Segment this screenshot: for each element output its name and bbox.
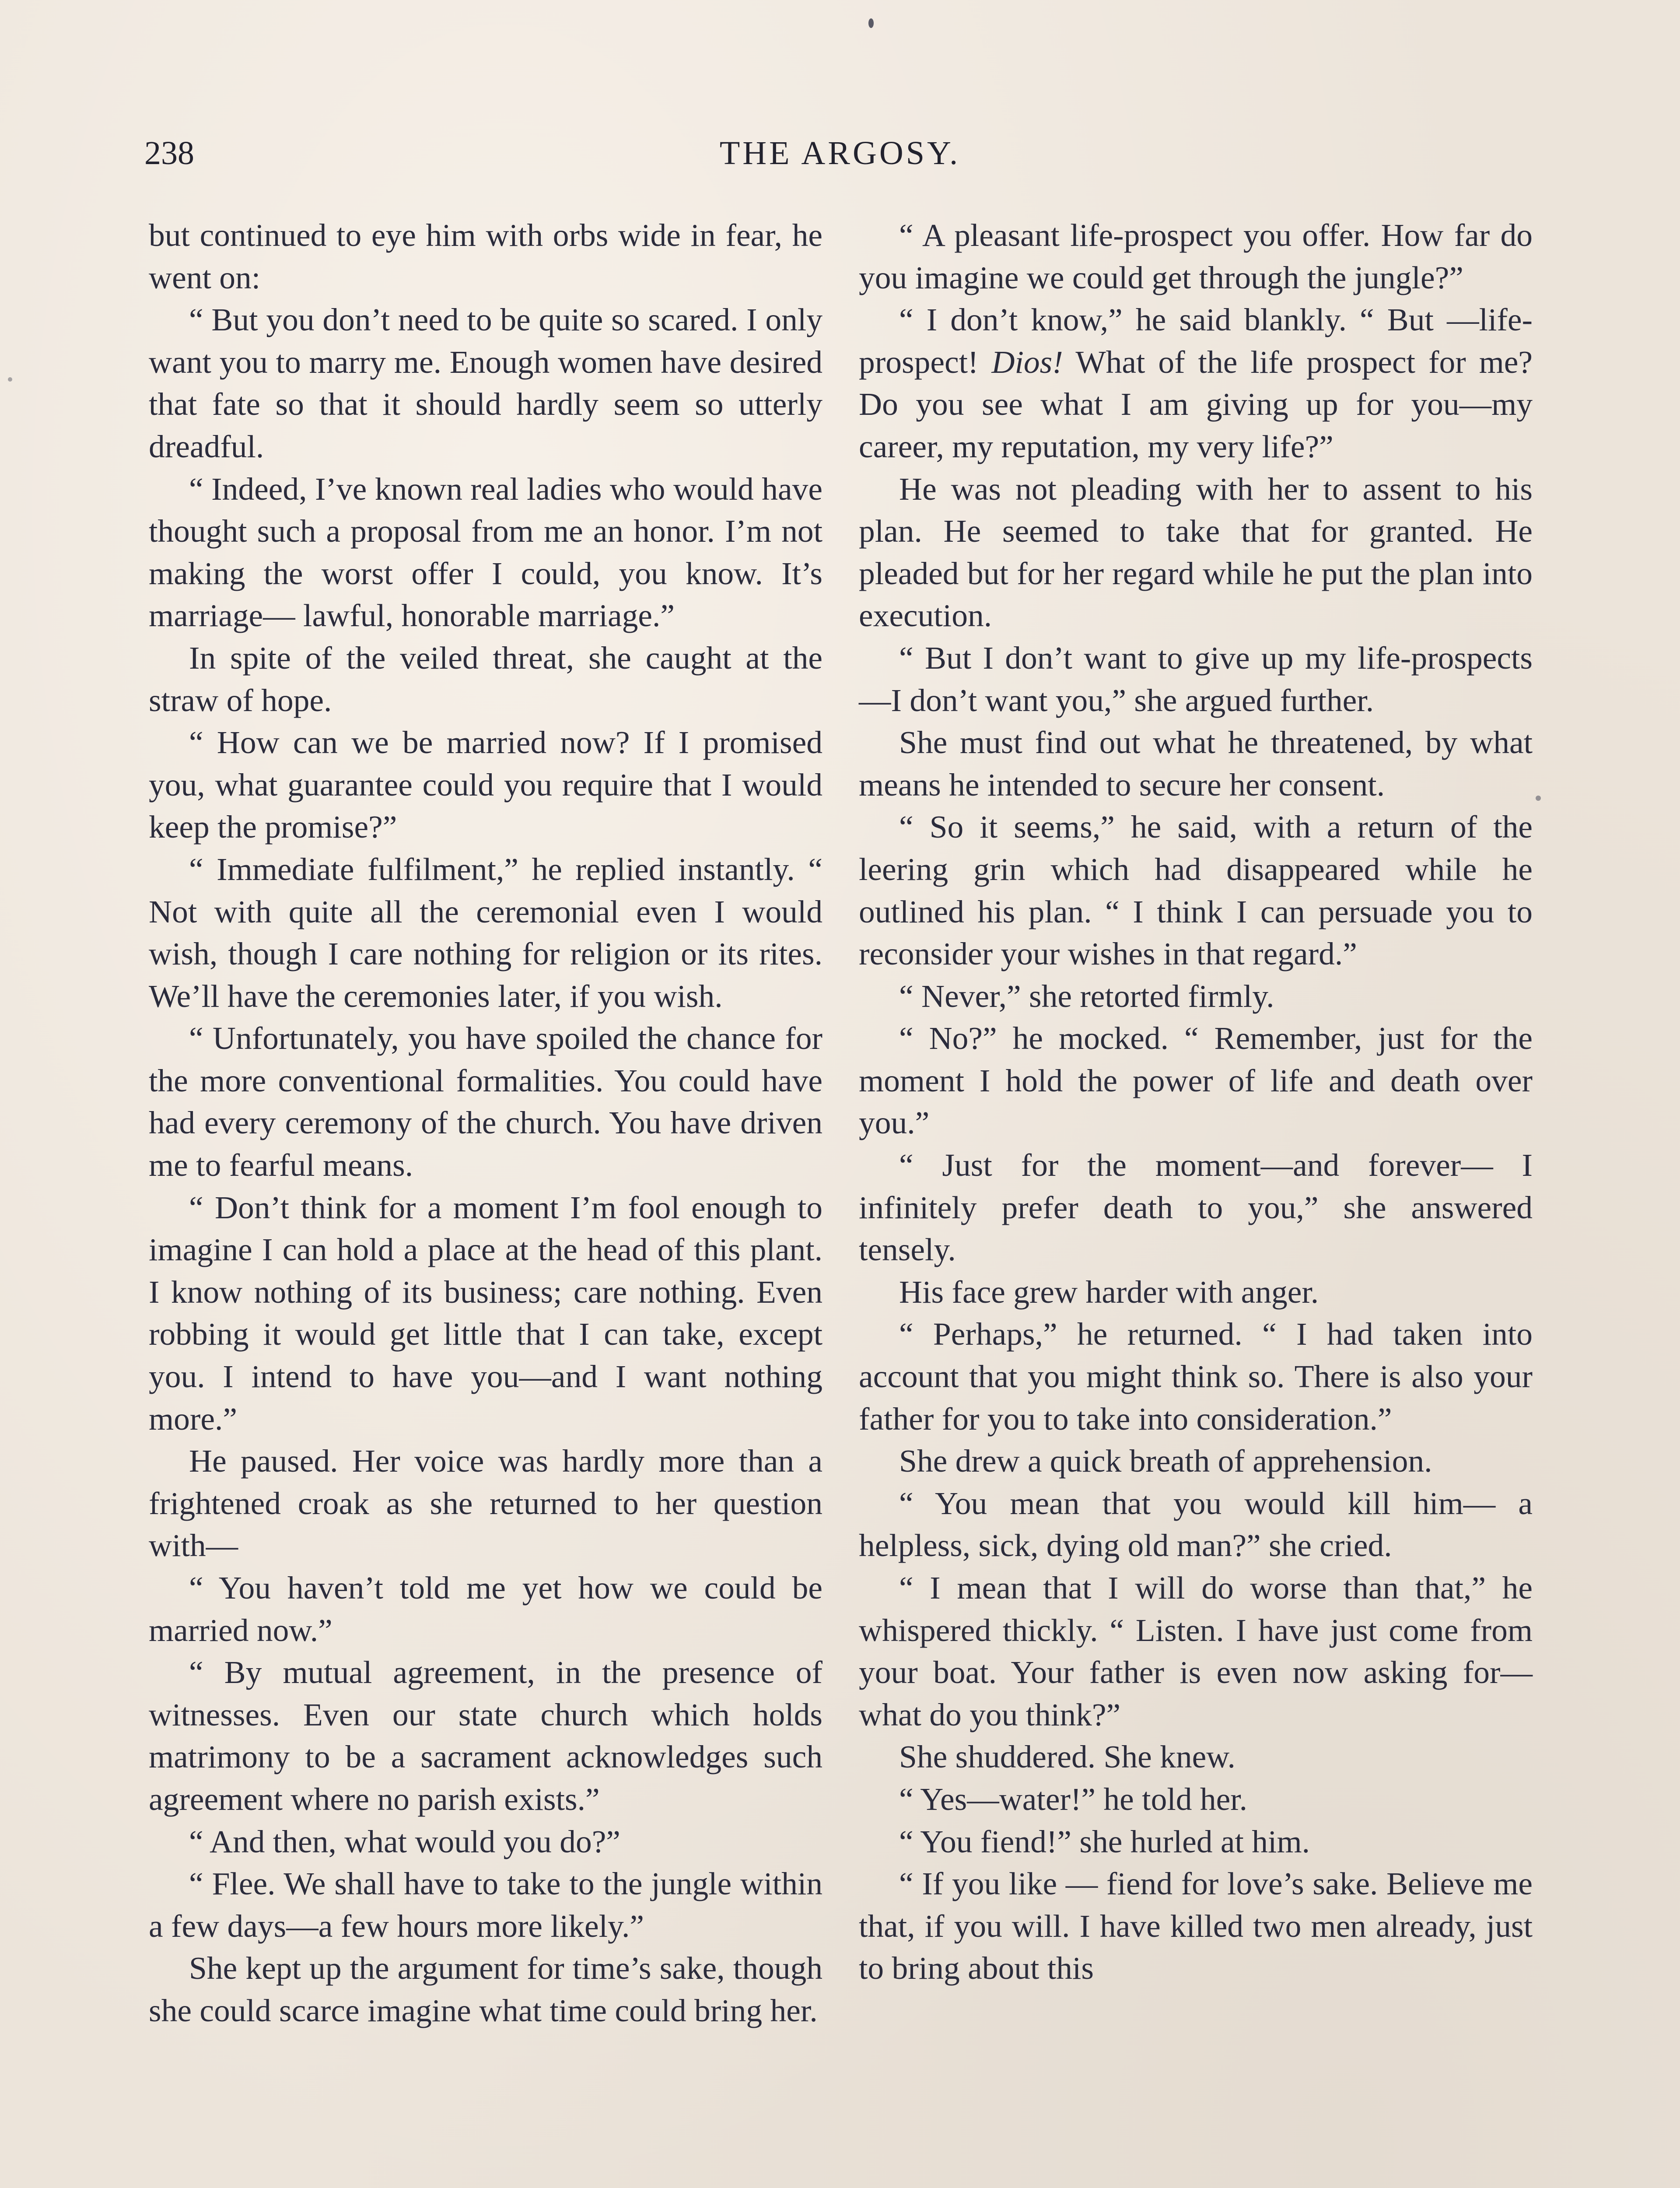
print-speck [1536, 796, 1541, 801]
paragraph-text: “ You mean that you would kill him— a helpless, sick, dying old man?” she cried. [859, 1485, 1533, 1564]
paragraph-text: “ Just for the moment—and forever— I infinitely prefer death to you,” she answered tensely. [859, 1147, 1533, 1268]
paragraph-text: “ If you like — fiend for love’s sake. Believe me that, if you will. I have killed two men already, just to bring about this [859, 1866, 1533, 1986]
paragraph-text: “ Flee. We shall have to take to the jungle within a few days—a few hours more likely.” [149, 1866, 822, 1944]
paragraph [149, 1863, 822, 1947]
paragraph [859, 1778, 1533, 1821]
paragraph [149, 1017, 822, 1186]
print-speck [868, 18, 874, 28]
running-head [144, 131, 1536, 179]
paragraph-text: He paused. Her voice was hardly more than a frightened croak as she returned to her question with— [149, 1443, 822, 1564]
paragraph [149, 722, 822, 849]
italic-word: Dios! [991, 344, 1063, 380]
paragraph-text: “ Indeed, I’ve known real ladies who would have thought such a proposal from me an honor. I’m not making the worst offer I could, you know. It’s marriage— lawful, honorable marriage.” [149, 471, 822, 634]
paragraph-text: She drew a quick breath of apprehension. [899, 1443, 1432, 1479]
paragraph-text: “ You haven’t told me yet how we could be married now.” [149, 1570, 822, 1648]
page-number: 238 [144, 135, 194, 172]
paragraph-text: “ But I don’t want to give up my life-prospects—I don’t want you,” she argued further. [859, 640, 1533, 718]
paragraph-text: “ A pleasant life-prospect you offer. How far do you imagine we could get through the jungle?” [859, 217, 1533, 295]
paragraph-text: “ And then, what would you do?” [189, 1823, 620, 1859]
paragraph [859, 1440, 1533, 1483]
paragraph-text: “ But you don’t need to be quite so scared. I only want you to marry me. Enough women have desired that fate so that it should hardly seem so utterly dreadful. [149, 302, 822, 464]
paragraph-text: “ Don’t think for a moment I’m fool enough to imagine I can hold a place at the head of this plant. I know nothing of its business; care nothing. Even robbing it would get little that I can take, except you. I intend to have you—and I want nothing more.” [149, 1189, 822, 1437]
paragraph-text: “ I mean that I will do worse than that,” he whispered thickly. “ Listen. I have just come from your boat. Your father is even now asking for—what do you think?” [859, 1570, 1533, 1732]
paragraph-text: She must find out what he threatened, by what means he intended to secure her consent. [859, 725, 1533, 803]
paragraph [859, 299, 1533, 468]
paragraph-text: but continued to eye him with orbs wide in fear, he went on: [149, 217, 822, 295]
journal-title: THE ARGOSY. [719, 135, 961, 172]
paragraph [859, 1313, 1533, 1440]
paragraph-text: He was not pleading with her to assent to his plan. He seemed to take that for granted. He pleaded but for her regard while he put the plan into execution. [859, 471, 1533, 634]
paragraph-text: “ Unfortunately, you have spoiled the chance for the more conventional formalities. You could have had every ceremony of the church. You have driven me to fearful means. [149, 1020, 822, 1183]
paragraph [149, 1652, 822, 1820]
paragraph [859, 1271, 1533, 1314]
paragraph [149, 637, 822, 722]
paragraph [149, 1821, 822, 1863]
paragraph-text: “ Immediate fulfilment,” he replied instantly. “ Not with quite all the ceremonial even I would wish, though I care nothing for religion or its rites. We’ll have the ceremonies later, if you wish. [149, 851, 822, 1014]
paragraph [859, 468, 1533, 637]
text-column-left [149, 214, 822, 2032]
paragraph-text: “ Yes—water!” he told her. [899, 1781, 1248, 1817]
paragraph [859, 806, 1533, 975]
paragraph-text: “ Perhaps,” he returned. “ I had taken into account that you might think so. There is also your father for you to take into consideration.” [859, 1316, 1533, 1437]
paragraph-text: “ By mutual agreement, in the presence of witnesses. Even our state church which holds matrimony to be a sacrament acknowledges such agreement where no parish exists.” [149, 1655, 822, 1817]
paragraph [859, 1821, 1533, 1863]
paragraph-text: “ Never,” she retorted firmly. [899, 978, 1274, 1014]
paragraph-text: “ No?” he mocked. “ Remember, just for the moment I hold the power of life and death over you.” [859, 1020, 1533, 1141]
print-speck [8, 377, 12, 382]
paragraph [859, 1144, 1533, 1271]
paragraph [149, 849, 822, 1017]
paragraph [149, 299, 822, 468]
paragraph-text: “ How can we be married now? If I promised you, what guarantee could you require that I would keep the promise?” [149, 725, 822, 845]
paragraph [859, 1483, 1533, 1567]
paragraph-text: She kept up the argument for time’s sake, though she could scarce imagine what time could bring her. [149, 1950, 822, 2028]
paragraph [149, 468, 822, 637]
paragraph [859, 975, 1533, 1018]
paragraph [859, 214, 1533, 299]
paragraph [149, 1947, 822, 2032]
paragraph-text: His face grew harder with anger. [899, 1274, 1319, 1310]
paragraph-text: “ I don’t know,” he said blankly. “ But —life-prospect! [859, 302, 1533, 380]
paragraph [859, 1863, 1533, 1990]
text-column-right [859, 214, 1533, 1990]
paragraph [149, 1187, 822, 1441]
paragraph-text: “ So it seems,” he said, with a return of the leering grin which had disappeared while he outlined his plan. “ I think I can persuade you to reconsider your wishes in that regard.” [859, 809, 1533, 972]
paragraph [149, 214, 822, 299]
paragraph [859, 1567, 1533, 1736]
paragraph-text: What of the life prospect for me? Do you see what I am giving up for you—my career, my reputation, my very life?” [859, 344, 1533, 464]
paragraph [859, 722, 1533, 806]
paragraph [859, 637, 1533, 722]
paragraph [859, 1736, 1533, 1778]
paragraph-text: “ You fiend!” she hurled at him. [899, 1823, 1310, 1859]
paragraph [149, 1440, 822, 1567]
paragraph [859, 1017, 1533, 1144]
paragraph-text: She shuddered. She knew. [899, 1739, 1236, 1775]
paragraph-text: In spite of the veiled threat, she caught at the straw of hope. [149, 640, 822, 718]
paragraph [149, 1567, 822, 1652]
